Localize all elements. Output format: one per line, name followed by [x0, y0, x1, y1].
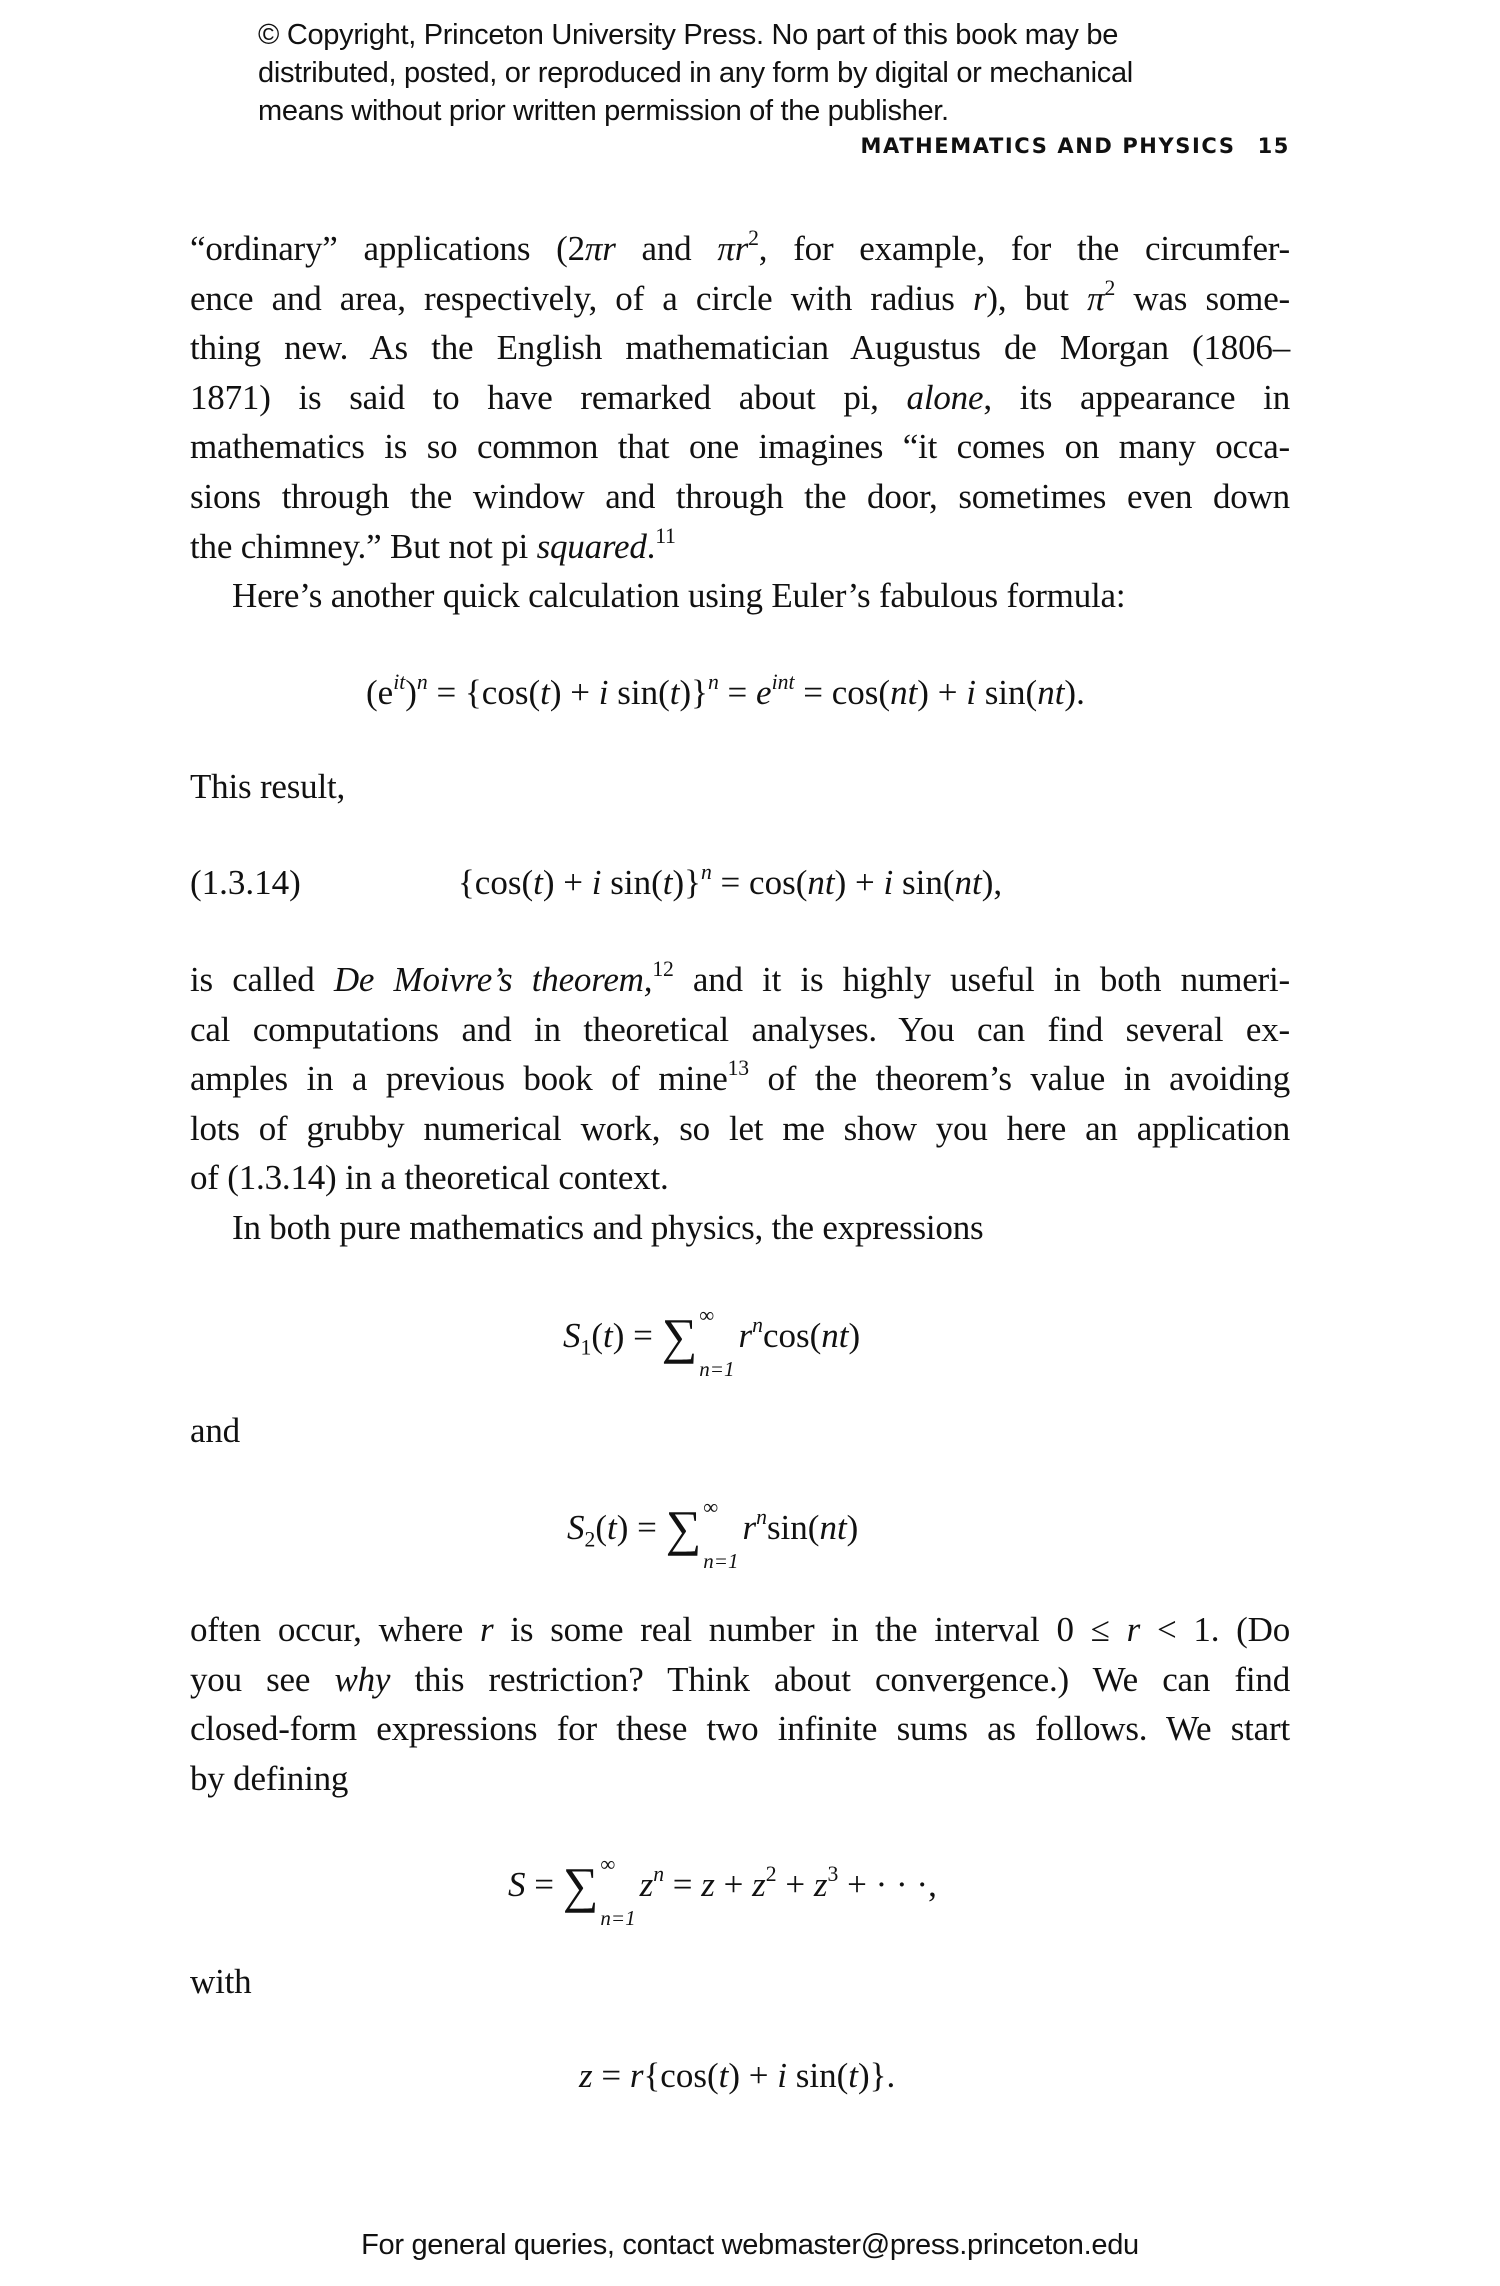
text-line: closed-form expressions for these two infinite sums as follows. We start	[190, 1709, 1290, 1749]
text-line: 1871) is said to have remarked about pi, alone, its appearance in	[190, 377, 1290, 417]
text-this-result: This result,	[190, 767, 346, 806]
text-line: Here’s another quick calculation using Euler’s fabulous formula:	[232, 576, 1126, 615]
text-line: amples in a previous book of mine$^{13}$ of the theorem’s value in avoiding	[190, 1056, 1290, 1099]
text-line: ence and area, respectively, of a circle with radius r), but $\pi^2$ was some-	[190, 275, 1290, 318]
text-line: “ordinary” applications (2πr and $\pi r^2$, for example, for the circumfer-	[190, 225, 1290, 268]
text-line: is called De Moivre’s theorem,$^{12}$ and it is highly useful in both numeri-	[190, 956, 1290, 999]
copyright-line: © Copyright, Princeton University Press. No part of this book may be	[258, 19, 1119, 51]
paragraph-2	[190, 571, 1290, 621]
text-line: by defining	[190, 1758, 349, 1798]
equation-s2: $S_2(t)$ = ∑ ∞ n=1 $r^n\sin(nt)$	[567, 1495, 859, 1573]
copyright-line: means without prior written permission of the publisher.	[258, 95, 949, 127]
text-line: of (1.3.14) in a theoretical context.	[190, 1158, 669, 1198]
text-line: lots of grubby numerical work, so let me show you here an application	[190, 1108, 1290, 1148]
chapter-title: MATHEMATICS AND PHYSICS	[860, 134, 1236, 158]
theorem-name: De Moivre’s theorem,	[333, 960, 653, 999]
equation-number: (1.3.14)	[190, 863, 301, 902]
footer-contact: For general queries, contact webmaster@press.princeton.edu	[361, 2229, 1139, 2261]
text-line: often occur, where r is some real number in the interval 0 ≤ r < 1. (Do	[190, 1610, 1290, 1649]
text-line: you see why this restriction? Think about convergence.) We can find	[190, 1659, 1291, 1699]
paragraph-5	[190, 1605, 1290, 1803]
running-head	[830, 134, 1290, 158]
footnote-marker: 12	[652, 956, 674, 981]
text-line: In both pure mathematics and physics, the expressions	[232, 1208, 984, 1247]
text-line: thing new. As the English mathematician Augustus de Morgan (1806–	[190, 328, 1290, 368]
text-line: the chimney.” But not pi squared.$^{11}$	[190, 523, 676, 566]
copyright-notice	[258, 16, 1318, 130]
text-with: with	[190, 1962, 252, 2001]
paragraph-1	[190, 224, 1290, 571]
equation-euler-power: $(e^{it})^n = \{\cos(t) + i$ $\sin(t)\}^n = e^{int} = \cos(nt) + i$ sin(nt).	[366, 669, 1085, 712]
paragraph-4	[190, 1203, 1290, 1253]
copyright-line: distributed, posted, or reproduced in any form by digital or mechanical	[258, 57, 1133, 89]
equation-s: S = ∑ ∞ n=1 $z^n = z + z^2 + z^3$ + · · ·,	[508, 1852, 937, 1930]
page-number: 15	[1257, 134, 1290, 158]
text-line: sions through the window and through the door, sometimes even down	[190, 476, 1290, 516]
equation-s1: $S_1(t)$ = ∑ ∞ n=1 $r^n\cos(nt)$	[563, 1303, 861, 1381]
paragraph-3	[190, 955, 1290, 1203]
equation-z: z = r{cos(t) + i sin(t)}.	[579, 2056, 896, 2095]
footnote-marker: 11	[655, 523, 676, 548]
footnote-marker: 13	[727, 1056, 749, 1080]
equation-de-moivre: {cos(t) + i sin(t)}$^n$ = cos(nt) + i sin(nt),	[458, 859, 1003, 902]
text-and: and	[190, 1411, 240, 1450]
text-line: cal computations and in theoretical analyses. You can find several ex-	[190, 1009, 1290, 1049]
text-line: mathematics is so common that one imagines “it comes on many occa-	[190, 427, 1290, 467]
